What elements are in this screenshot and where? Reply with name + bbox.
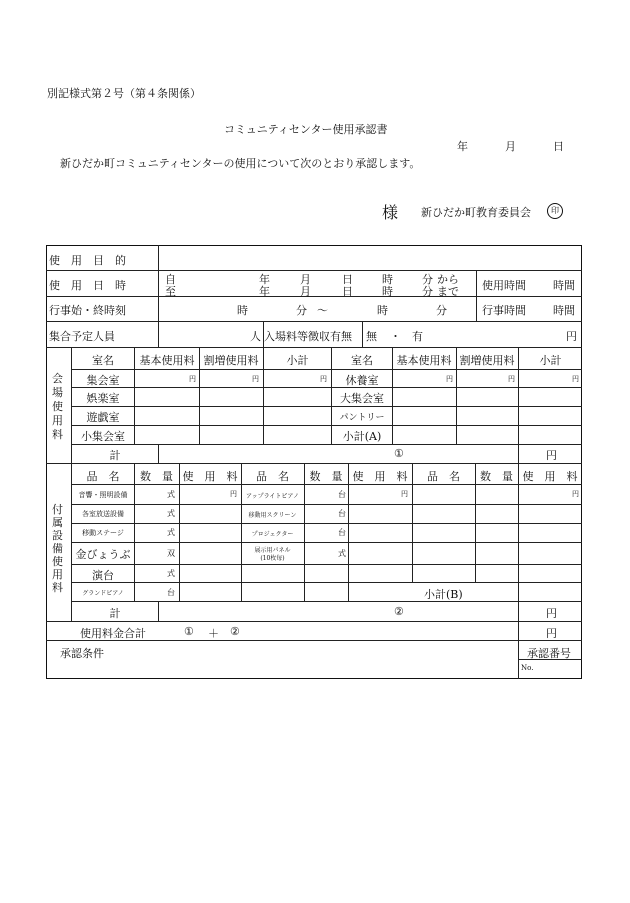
venue-total-mark: ① bbox=[394, 447, 404, 460]
yen-basic-2: 円 bbox=[446, 375, 453, 383]
event-wave: 〜 bbox=[317, 304, 328, 317]
venue-total-label: 計 bbox=[109, 449, 121, 462]
equip-broadcast: 各室放送設備 bbox=[82, 510, 124, 518]
grand-total-label: 使用料金合計 bbox=[80, 627, 146, 640]
purpose-label: 使 用 目 的 bbox=[49, 254, 126, 267]
venue-header-extra: 割増使用料 bbox=[203, 354, 259, 367]
equip-mobile-stage: 移動ステージ bbox=[82, 529, 124, 537]
equip-header-qty-2: 数 量 bbox=[309, 470, 343, 483]
room-daishukaishitsu: 大集会室 bbox=[340, 392, 384, 405]
equip-header-fee-3: 使 用 料 bbox=[522, 470, 578, 483]
room-shukaishitsu: 集会室 bbox=[86, 374, 120, 387]
equip-projector: プロジェクター bbox=[251, 531, 294, 538]
use-time-label: 使用時間 bbox=[482, 279, 526, 292]
to-day: 日 bbox=[342, 285, 353, 298]
venue-header-subtotal-2: 小計 bbox=[539, 354, 562, 367]
yen-extra-2: 円 bbox=[508, 375, 515, 383]
venue-total-yen: 円 bbox=[546, 449, 557, 462]
purpose-field[interactable] bbox=[160, 247, 580, 269]
venue-header-room-2: 室名 bbox=[351, 354, 373, 367]
equip-total-yen: 円 bbox=[546, 607, 557, 620]
room-shoshukaishitsu: 小集会室 bbox=[81, 430, 125, 443]
equip-display-panel: 展示用パネル bbox=[254, 547, 291, 554]
venue-header-subtotal: 小計 bbox=[286, 354, 309, 367]
seal-mark: 印 bbox=[547, 203, 563, 219]
equip-fee-yen-3: 円 bbox=[572, 490, 579, 498]
equip-subtotal-b: 小計(B) bbox=[424, 588, 463, 601]
from-label: 自 bbox=[165, 273, 176, 286]
event-duration-label: 行事時間 bbox=[482, 304, 526, 317]
equip-fee-yen-1: 円 bbox=[230, 490, 237, 498]
yen-basic-1: 円 bbox=[189, 375, 196, 383]
event-end-minute: 分 bbox=[436, 304, 447, 317]
equip-screen: 移動用スクリーン bbox=[248, 512, 297, 519]
equip-side-label: 付属設備使用料 bbox=[52, 503, 63, 594]
equip-header-name-2: 品 名 bbox=[256, 470, 289, 483]
event-end-hour: 時 bbox=[377, 304, 388, 317]
formula-two: ② bbox=[230, 625, 240, 638]
unit2-3: 台 bbox=[338, 528, 346, 537]
issuer: 新ひだか町教育委員会 bbox=[421, 206, 531, 219]
venue-side-label: 会場使用料 bbox=[52, 372, 63, 441]
venue-header-room: 室名 bbox=[92, 354, 114, 367]
equip-display-panel-note: (10枚毎) bbox=[260, 555, 285, 562]
venue-header-basic: 基本使用料 bbox=[139, 354, 195, 367]
event-duration-hours: 時間 bbox=[553, 304, 575, 317]
from-year: 年 bbox=[259, 273, 270, 286]
yen-subtotal-1: 円 bbox=[320, 375, 327, 383]
room-kyuyoshitsu: 休養室 bbox=[345, 374, 379, 387]
unit-5: 式 bbox=[167, 569, 175, 578]
option-nashi[interactable]: 無 bbox=[366, 330, 377, 343]
event-start-minute: 分 bbox=[296, 304, 307, 317]
form-number: 別記様式第２号（第４条関係） bbox=[47, 87, 201, 100]
from-minute: 分 bbox=[422, 273, 433, 286]
admission-fee-label: 入場料等徴収有無 bbox=[264, 330, 352, 343]
equip-header-fee-2: 使 用 料 bbox=[352, 470, 408, 483]
date-month: 月 bbox=[505, 140, 516, 153]
option-dot: ・ bbox=[390, 330, 401, 343]
equip-header-qty-3: 数 量 bbox=[480, 470, 513, 483]
equip-sound-lighting: 音響・照明設備 bbox=[78, 491, 128, 499]
document-title: コミュニティセンター使用承認書 bbox=[224, 123, 388, 136]
room-gorakushitsu: 娯楽室 bbox=[86, 392, 120, 405]
attendance-label: 集合予定人員 bbox=[49, 330, 115, 343]
equip-fee-yen-2: 円 bbox=[401, 490, 408, 498]
equip-upright-piano: アップライトピアノ bbox=[246, 493, 299, 500]
unit-2: 式 bbox=[167, 509, 175, 518]
from-hour: 時 bbox=[382, 273, 393, 286]
venue-header-extra-2: 割増使用料 bbox=[459, 354, 515, 367]
to-hour: 時 bbox=[382, 285, 393, 298]
approval-conditions-label: 承認条件 bbox=[60, 647, 104, 660]
yen-extra-1: 円 bbox=[252, 375, 259, 383]
option-ari[interactable]: 有 bbox=[412, 330, 423, 343]
equip-header-name-3: 品 名 bbox=[427, 470, 460, 483]
equip-header-name-1: 品 名 bbox=[86, 470, 120, 483]
venue-subtotal-a: 小計(A) bbox=[342, 430, 382, 443]
equip-total-mark: ② bbox=[394, 605, 404, 618]
datetime-label: 使 用 日 時 bbox=[49, 279, 126, 292]
unit2-2: 台 bbox=[338, 509, 346, 518]
date-year: 年 bbox=[457, 140, 468, 153]
unit2-1: 台 bbox=[338, 490, 346, 499]
fee-yen: 円 bbox=[566, 330, 577, 343]
equip-total-label: 計 bbox=[109, 607, 121, 620]
attendance-unit: 人 bbox=[250, 330, 261, 343]
grand-total-yen: 円 bbox=[546, 627, 557, 640]
yen-subtotal-2: 円 bbox=[572, 375, 579, 383]
honorific: 様 bbox=[382, 203, 399, 222]
unit-1: 式 bbox=[167, 490, 175, 499]
from-kara: から bbox=[437, 273, 459, 286]
formula-plus: ＋ bbox=[208, 627, 219, 640]
from-day: 日 bbox=[342, 273, 353, 286]
unit-4: 双 bbox=[167, 549, 175, 558]
equip-header-qty-1: 数 量 bbox=[140, 470, 173, 483]
unit-6: 台 bbox=[167, 588, 175, 597]
unit-3: 式 bbox=[167, 528, 175, 537]
to-month: 月 bbox=[300, 285, 311, 298]
unit2-4: 式 bbox=[338, 549, 346, 558]
event-start-hour: 時 bbox=[237, 304, 248, 317]
approval-number-no: No. bbox=[521, 664, 534, 672]
equip-podium: 演台 bbox=[92, 569, 114, 582]
event-time-label: 行事始・終時刻 bbox=[49, 304, 126, 317]
to-label: 至 bbox=[165, 285, 176, 298]
approval-statement: 新ひだか町コミュニティセンターの使用について次のとおり承認します。 bbox=[60, 157, 421, 170]
to-made: まで bbox=[437, 285, 459, 298]
equip-header-fee-1: 使 用 料 bbox=[182, 470, 238, 483]
room-pantry: パントリー bbox=[339, 413, 385, 423]
from-month: 月 bbox=[300, 273, 311, 286]
formula-one: ① bbox=[184, 625, 194, 638]
equip-gold-screen: 金びょうぶ bbox=[75, 548, 131, 561]
to-minute: 分 bbox=[422, 285, 433, 298]
to-year: 年 bbox=[259, 285, 270, 298]
approval-number-label: 承認番号 bbox=[527, 647, 571, 660]
room-yugishitsu: 遊戯室 bbox=[86, 411, 120, 424]
use-time-hours: 時間 bbox=[553, 279, 575, 292]
equip-grand-piano: グランドピアノ bbox=[82, 590, 124, 597]
date-day: 日 bbox=[553, 140, 564, 153]
venue-header-basic-2: 基本使用料 bbox=[396, 354, 452, 367]
